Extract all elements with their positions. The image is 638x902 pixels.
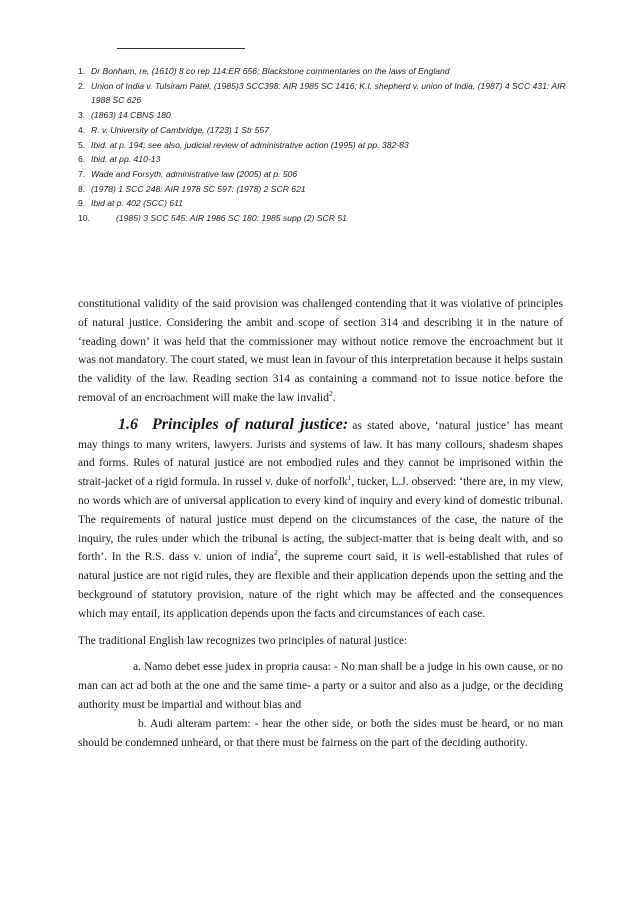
footnote-number: 7.: [78, 168, 86, 179]
footnote-number: 10.: [78, 213, 90, 224]
paragraph-text: as stated above, ‘natural justice’ has meant may things to many writers, lawyers. Jurists and systems of law. It has many collours, shadesm shapes and forms. Rules of natural justice are not embodied rules and they cannot be imprisoned within the strait-jacket of a rigid formula. In russel v. duke of norfolk: [78, 419, 564, 489]
footnote-text: (1863) 14 CBNS 180: [91, 110, 171, 121]
footnote-text: Ibid. at p. 194; see also, judicial review of administrative action (1995) at pp. 382-83: [91, 139, 409, 150]
footnote-text: Union of India v. Tulsiram Patel, (1985)3 SCC398: AIR 1985 SC 1416; K.I. shepherd v. union of India, (1987) 4 SCC 431: AIR 1988 SC 626: [91, 80, 566, 106]
footnote-ref: 1: [347, 473, 352, 483]
paragraph-principle-a: [78, 658, 563, 714]
footnote-ref: 2: [329, 389, 333, 399]
footnote-number: 3.: [78, 110, 86, 121]
paragraph-principle-b: [78, 715, 563, 753]
footnote-ref: 2: [274, 548, 278, 558]
footnote-separator: [117, 48, 245, 49]
footnote-8: [78, 182, 568, 197]
footnote-number: 8.: [78, 183, 86, 194]
footnote-number: 4.: [78, 124, 86, 135]
footnote-1: [78, 64, 568, 79]
footnote-text: Ibid at p. 402 (SCC) 611: [91, 198, 184, 209]
paragraph-natural-justice: [78, 416, 563, 624]
footnote-text: Wade and Forsyth, administrative law (2005) at p. 506: [91, 168, 298, 179]
paragraph-text-end: .: [332, 391, 336, 404]
footnote-number: 2.: [78, 80, 86, 91]
footnote-5: [78, 138, 568, 153]
footnote-7: [78, 167, 568, 182]
footnote-2: [78, 79, 568, 108]
paragraph-text: a. Namo debet esse judex in propria causa: - No man shall be a judge in his own cause, or no man can act ad both at the one and the same time- a party or a suitor and also as a judge, or the deciding authority must be impartial and without bias and: [78, 661, 563, 711]
footnote-4: [78, 123, 568, 138]
paragraph-text: constitutional validity of the said provision was challenged contending that it was violative of principles of natural justice. Considering the ambit and scope of section 314 and describing it in the nature of ‘reading down’ it was held that the commissioner may without notice remove the encroachment but it was not mandatory. The court stated, we must lean in favour of this interpretation because it helps sustain the validity of the law. Reading section 314 as containing a command not to issue notice before the removal of an encroachment will make the law invalid: [78, 298, 563, 404]
footnote-text: (1978) 1 SCC 248: AIR 1978 SC 597: (1978) 2 SCR 621: [91, 183, 306, 194]
footnotes: [78, 64, 568, 226]
paragraph-validity: [78, 295, 563, 408]
paragraph-text: , tucker, L.J. observed: ‘there are, in my view, no words which are of universal application to every kind of inquiry and every kind of domestic tribunal. The requirements of natural justice must depend on the circumstances of the case, the nature of the inquiry, the rules under which the tribunal is acting, the subject-matter that is being dealt with, and so forth’. In the R.S. dass v. union of india: [78, 476, 563, 564]
paragraph-two-principles: [78, 632, 563, 651]
footnote-text: R. v. University of Cambridge, (1723) 1 Str 557: [91, 124, 269, 135]
section-number: 1.6: [118, 415, 138, 433]
footnote-10: [78, 211, 568, 226]
footnote-9: [78, 196, 568, 211]
footnote-text: (1985) 3 SCC 545: AIR 1986 SC 180: 1985 supp (2) SCR 51: [116, 213, 347, 224]
paragraph-text: The traditional English law recognizes two principles of natural justice:: [78, 634, 408, 647]
footnote-number: 1.: [78, 66, 86, 76]
footnote-text: Dr Bonham, re, (1610) 8 co rep 114:ER 656; Blackstone commentaries on the laws of England: [91, 66, 450, 76]
paragraph-text: b. Audi alteram partem: - hear the other side, or both the sides must be heard, or no man should be condemned unheard, or that there must be fairness on the part of the deciding authority.: [78, 717, 563, 749]
body-text: [78, 295, 563, 752]
footnote-3: [78, 108, 568, 123]
footnote-number: 9.: [78, 198, 86, 209]
footnote-number: 6.: [78, 154, 86, 165]
footnote-text: Ibid. at pp. 410-13: [91, 154, 161, 165]
footnote-6: [78, 152, 568, 167]
section-heading: Principles of natural justice:: [152, 415, 349, 433]
footnote-number: 5.: [78, 139, 86, 150]
paragraph-text: , the supreme court said, it is well-established that rules of natural justice are not rigid rules, they are flexible and their application depends upon the setting and the beckground of statutory provision, nature of the right which may be affected and the consequences which may entail, its application depends upon the facts and circumstances of each case.: [78, 551, 563, 620]
